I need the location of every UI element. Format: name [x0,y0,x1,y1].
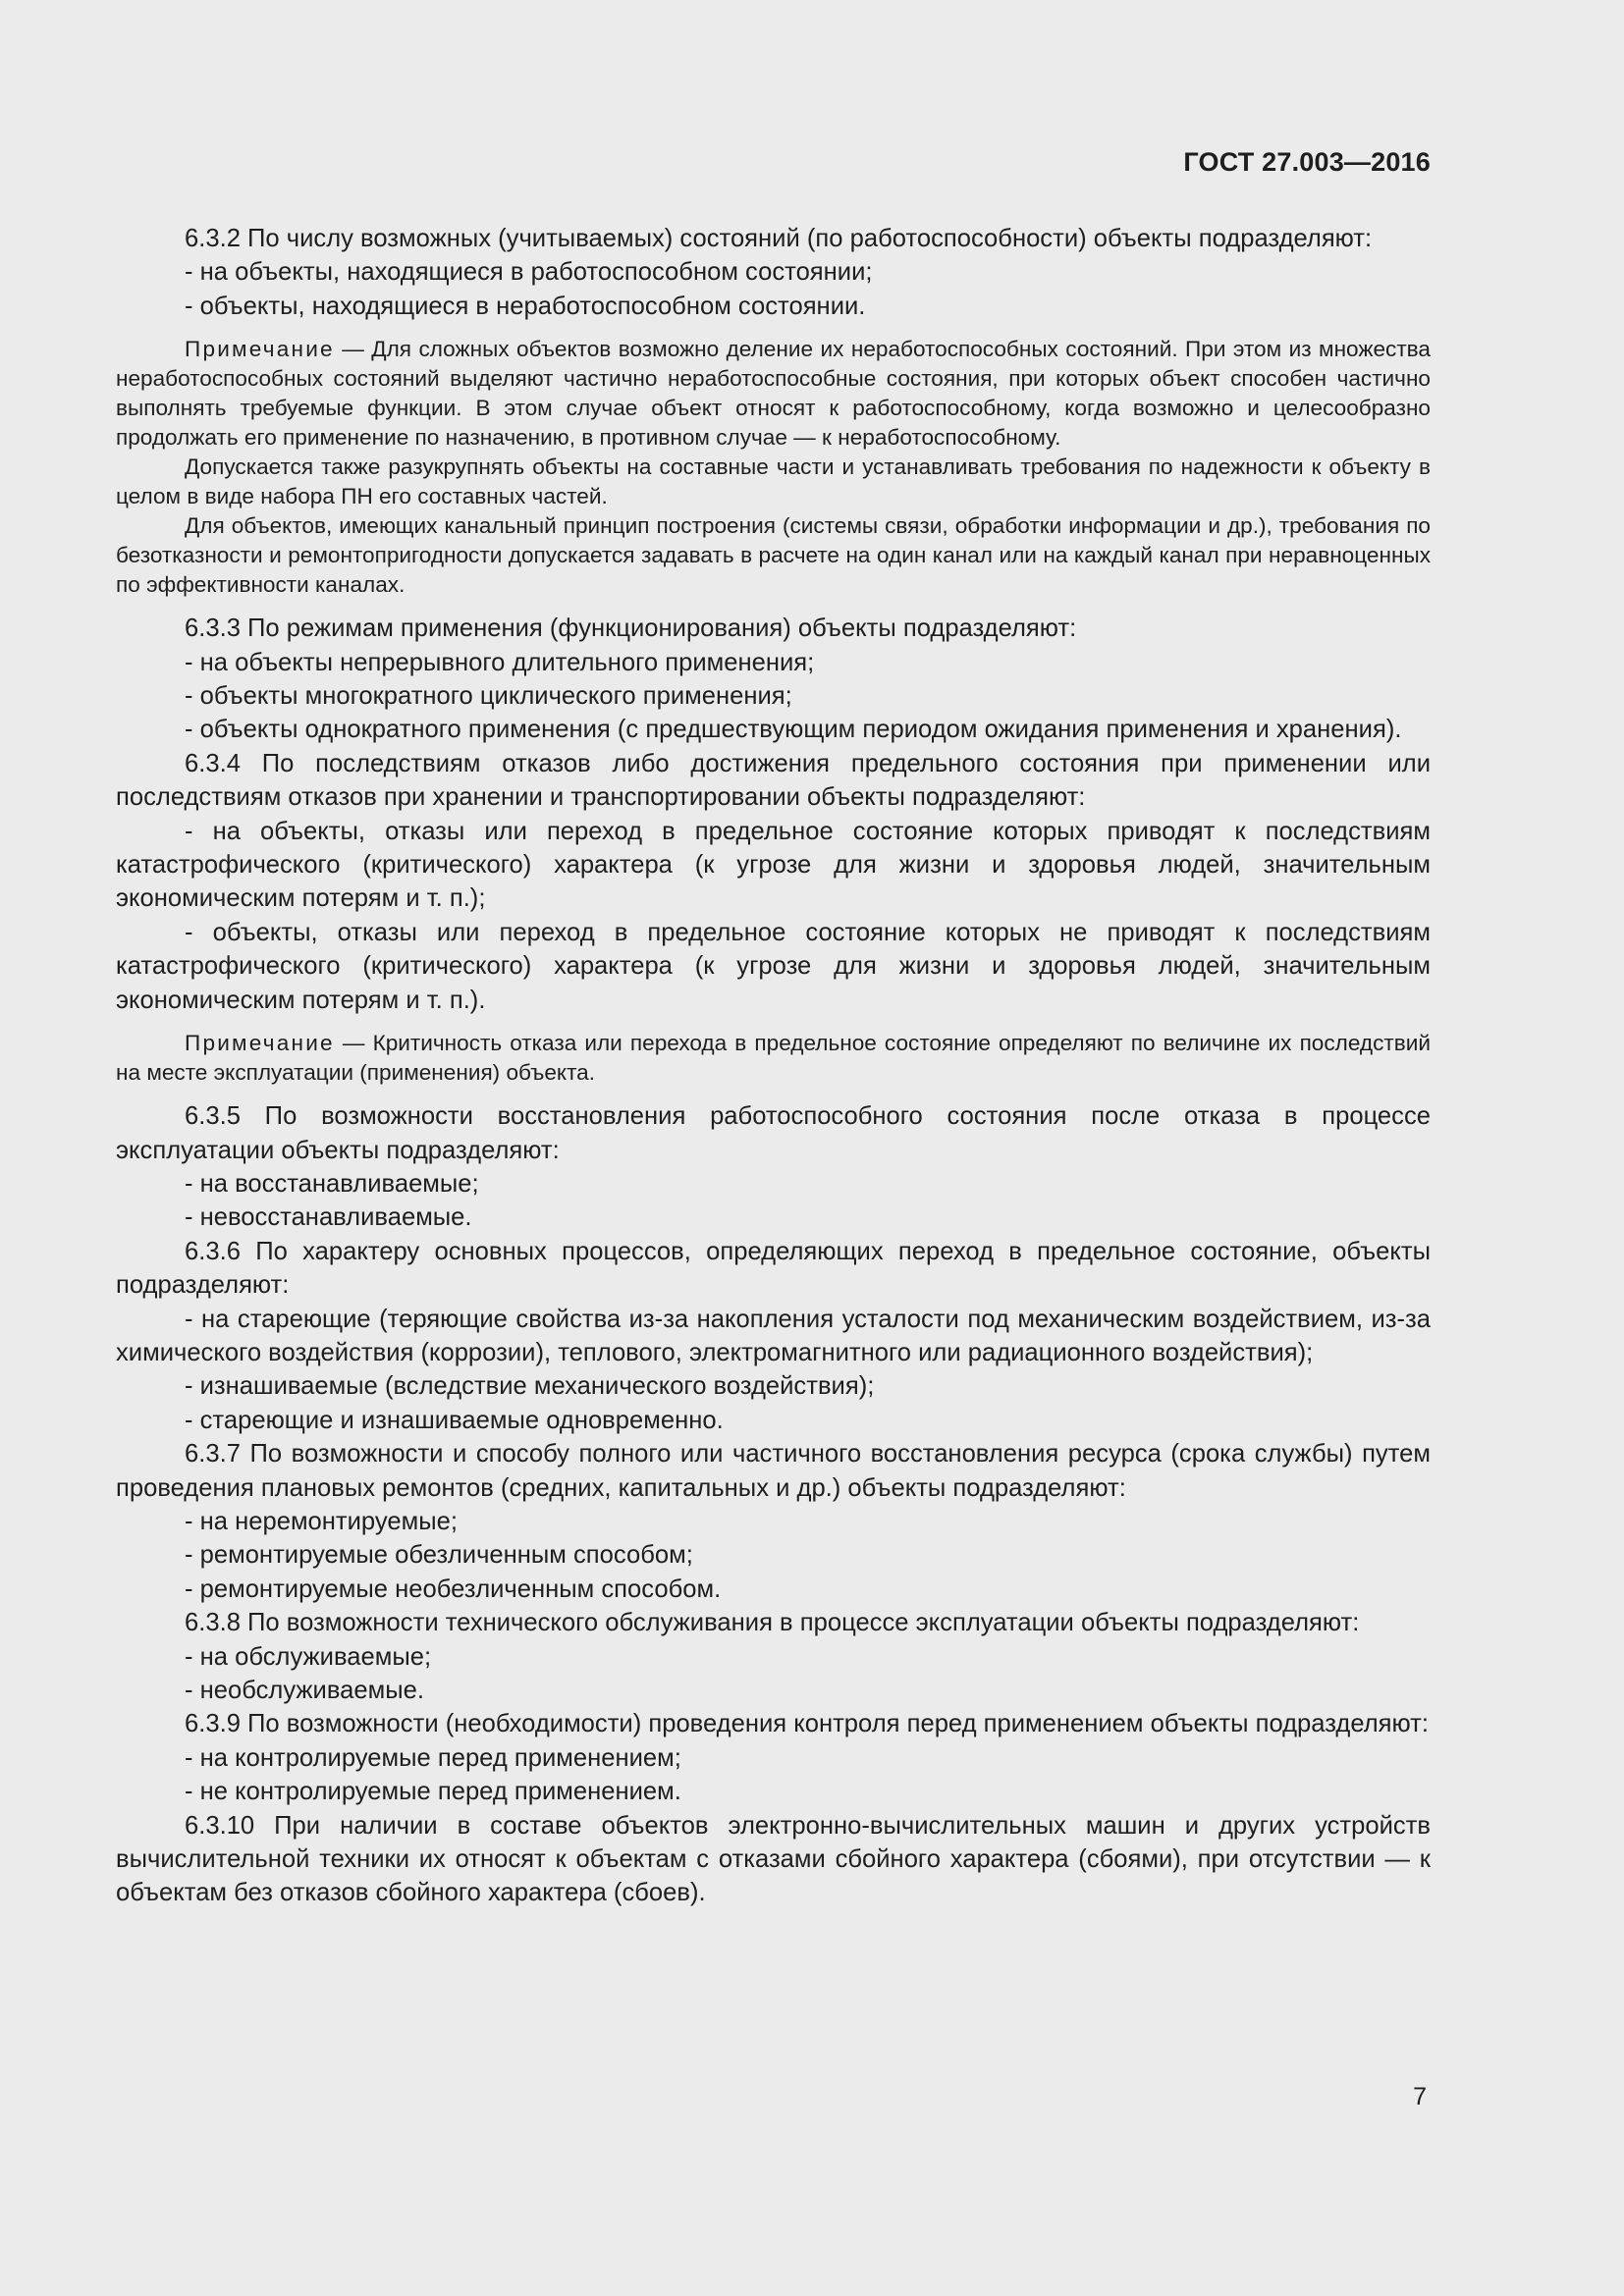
note-1-paragraph-2: Допускается также разукрупнять объекты на составные части и устанавливать требования по надежности к объекту в целом в виде набора ПН его составных частей. [116,454,1431,509]
list-item: - необслуживаемые. [185,1677,424,1704]
list-item: - на объекты, отказы или переход в предельное состояние которых приводят к последствиям катастрофического (критического) характера (к угрозе для жизни и здоровья людей, значительным экономическим потерям и т. п.); [116,817,1431,913]
document-body [116,222,1431,1910]
clause-6-3-7: 6.3.7 По возможности и способу полного или частичного восстановления ресурса (срока службы) путем проведения плановых ремонтов (средних, капитальных и др.) объекты подразделяют: [116,1440,1431,1502]
list-item: - на обслуживаемые; [185,1642,432,1671]
clause-6-3-2: 6.3.2 По числу возможных (учитываемых) состояний (по работоспособности) объекты подразделяют: [185,225,1373,252]
note-text: — Критичность отказа или перехода в предельное состояние определяют по величине их последствий на месте эксплуатации (применения) объекта. [116,1031,1431,1086]
clause-6-3-4: 6.3.4 По последствиям отказов либо достижения предельного состояния при применении или последствиям отказов при хранении и транспортировании объекты подразделяют: [116,749,1431,812]
list-item: - на объекты непрерывного длительного применения; [185,648,815,676]
list-item: - на стареющие (теряющие свойства из-за накопления усталости под механическим воздействием, из-за химического воздействия (коррозии), теплового, электромагнитного или радиационного воздействия); [116,1305,1431,1366]
list-item: - объекты однократного применения (с предшествующим периодом ожидания применения и хранения). [185,716,1402,744]
list-item: - ремонтируемые необезличенным способом. [185,1575,722,1603]
list-item: - на контролируемые перед применением; [185,1743,681,1772]
note-text: — Для сложных объектов возможно деление их неработоспособных состояний. При этом из множества неработоспособных состояний выделяют частично неработоспособные состояния, при которых объект способен частично выполнять требуемые функции. В этом случае объект относят к работоспособному, когда возможно и целесообразно продолжать его применение по назначению, в противном случае — к неработоспособному. [116,337,1431,451]
clause-6-3-9: 6.3.9 По возможности (необходимости) проведения контроля перед применением объекты подразделяют: [185,1710,1429,1738]
list-item: - объекты, находящиеся в неработоспособном состоянии. [185,292,866,320]
list-item: - на неремонтируемые; [185,1507,458,1535]
document-designation: ГОСТ 27.003—2016 [1183,147,1431,177]
clause-6-3-5: 6.3.5 По возможности восстановления работоспособного состояния после отказа в процессе эксплуатации объекты подразделяют: [116,1102,1431,1164]
list-item: - объекты многократного циклического применения; [185,682,792,711]
list-item: - объекты, отказы или переход в предельное состояние которых не приводят к последствиям катастрофического (критического) характера (к угрозе для жизни и здоровья людей, значительным экономическим потерям и т. п.). [116,918,1431,1014]
list-item: - невосстанавливаемые. [185,1203,472,1232]
note-1 [116,335,1431,453]
page-number: 7 [1413,2083,1427,2110]
clause-6-3-10: 6.3.10 При наличии в составе объектов электронно-вычислительных машин и других устройств вычислительной техники их относят к объектам с отказами сбойного характера (сбоями), при отсутствии — к объектам без отказов сбойного характера (сбоев). [116,1811,1431,1907]
list-item: - на объекты, находящиеся в работоспособном состоянии; [185,258,873,287]
list-item: - на восстанавливаемые; [185,1169,479,1198]
note-1-paragraph-3: Для объектов, имеющих канальный принцип построения (системы связи, обработки информации и др.), требования по безотказности и ремонтопригодности допускается задавать в расчете на один канал или на каждый канал при неравноценных по эффективности каналах. [116,513,1431,598]
list-item: - стареющие и изнашиваемые одновременно. [185,1406,724,1434]
list-item: - ремонтируемые обезличенным способом; [185,1541,693,1570]
clause-6-3-8: 6.3.8 По возможности технического обслуживания в процессе эксплуатации объекты подразделяют: [185,1609,1360,1637]
clause-6-3-3: 6.3.3 По режимам применения (функционирования) объекты подразделяют: [185,614,1077,643]
list-item: - не контролируемые перед применением. [185,1778,681,1806]
clause-6-3-6: 6.3.6 По характеру основных процессов, определяющих переход в предельное состояние, объекты подразделяют: [116,1237,1431,1300]
note-2 [116,1029,1431,1088]
list-item: - изнашиваемые (вследствие механического воздействия); [185,1372,875,1401]
note-label: Примечание [185,337,335,362]
note-label: Примечание [185,1031,335,1056]
